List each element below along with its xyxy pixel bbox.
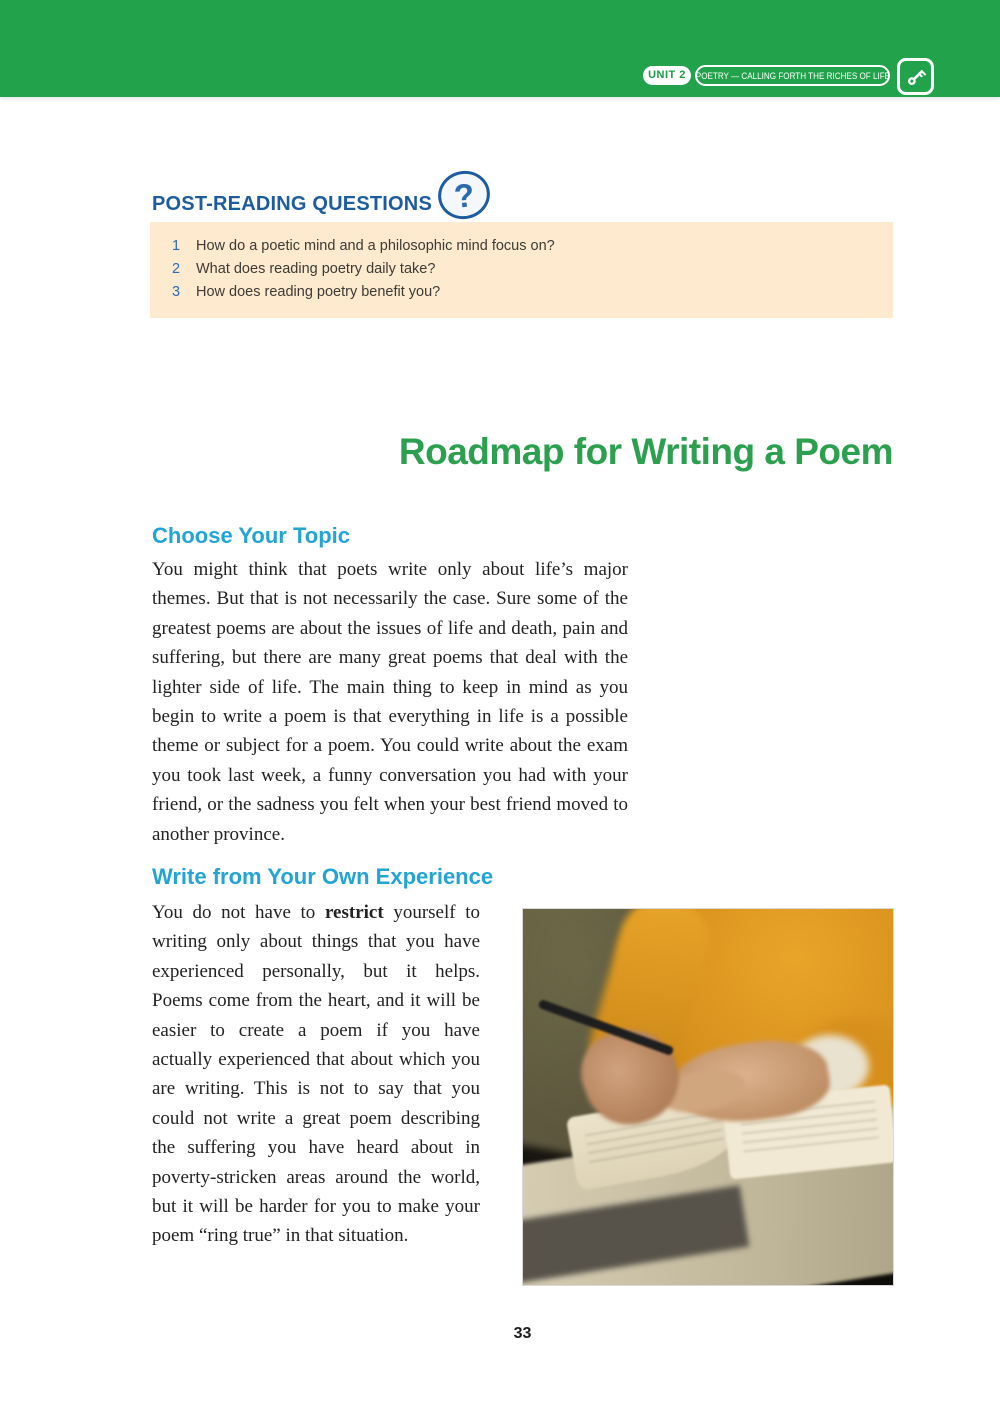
- question-number: 1: [172, 237, 181, 254]
- experience-text-after: yourself to writing only about things that you have experienced personally, but it helps. Poems come from the heart, and it will be easier to create a poem if you have actually experienced that about which you are writing. This is not to say that you could not write a great poem describing the suffering you have heard about in poverty-stricken areas around the world, but it will be harder for you to make your poem “ring true” in that situation.: [152, 902, 480, 1247]
- section-heading-choose-your-topic: Choose Your Topic: [152, 523, 351, 548]
- post-reading-heading: POST-READING QUESTIONS: [152, 193, 432, 215]
- experience-bold-word: restrict: [324, 902, 384, 923]
- question-text: How does reading poetry benefit you?: [196, 283, 441, 300]
- experience-text-before: You do not have to: [152, 902, 325, 923]
- unit-topic-label: POETRY — CALLING FORTH THE RICHES OF LIFE: [695, 70, 890, 81]
- questions-box: [150, 222, 893, 318]
- key-icon: [897, 58, 934, 95]
- paragraph-choose-your-topic: You might think that poets write only about life’s major themes. But that is not necessarily the case. Sure some of the greatest poems are about the issues of life and death, pain and suffering, but there are many great poems that deal with the lighter side of life. The main thing to keep in mind as you begin to write a poem is that everything in life is a possible theme or subject for a poem. You could write about the exam you took last week, a funny conversation you had with your friend, or the sadness you felt when your best friend moved to another province.: [152, 559, 628, 845]
- roadmap-title: Roadmap for Writing a Poem: [398, 431, 893, 472]
- unit-banner: [0, 0, 1000, 97]
- question-text: How do a poetic mind and a philosophic mind focus on?: [196, 237, 555, 254]
- section-heading-write-from-experience: Write from Your Own Experience: [152, 864, 494, 889]
- question-row: [172, 257, 893, 280]
- paragraph-write-from-experience: [152, 898, 480, 1251]
- question-text: What does reading poetry daily take?: [196, 260, 436, 277]
- question-mark-icon: ?: [433, 165, 495, 224]
- question-number: 3: [172, 283, 181, 300]
- question-row: [172, 280, 893, 303]
- photo-writing-in-notebook: [523, 909, 893, 1285]
- unit-topic-pill: [695, 65, 890, 86]
- question-number: 2: [172, 260, 181, 277]
- page-number: 33: [513, 1325, 532, 1342]
- unit-label: UNIT 2: [643, 66, 691, 85]
- question-row: [172, 234, 893, 257]
